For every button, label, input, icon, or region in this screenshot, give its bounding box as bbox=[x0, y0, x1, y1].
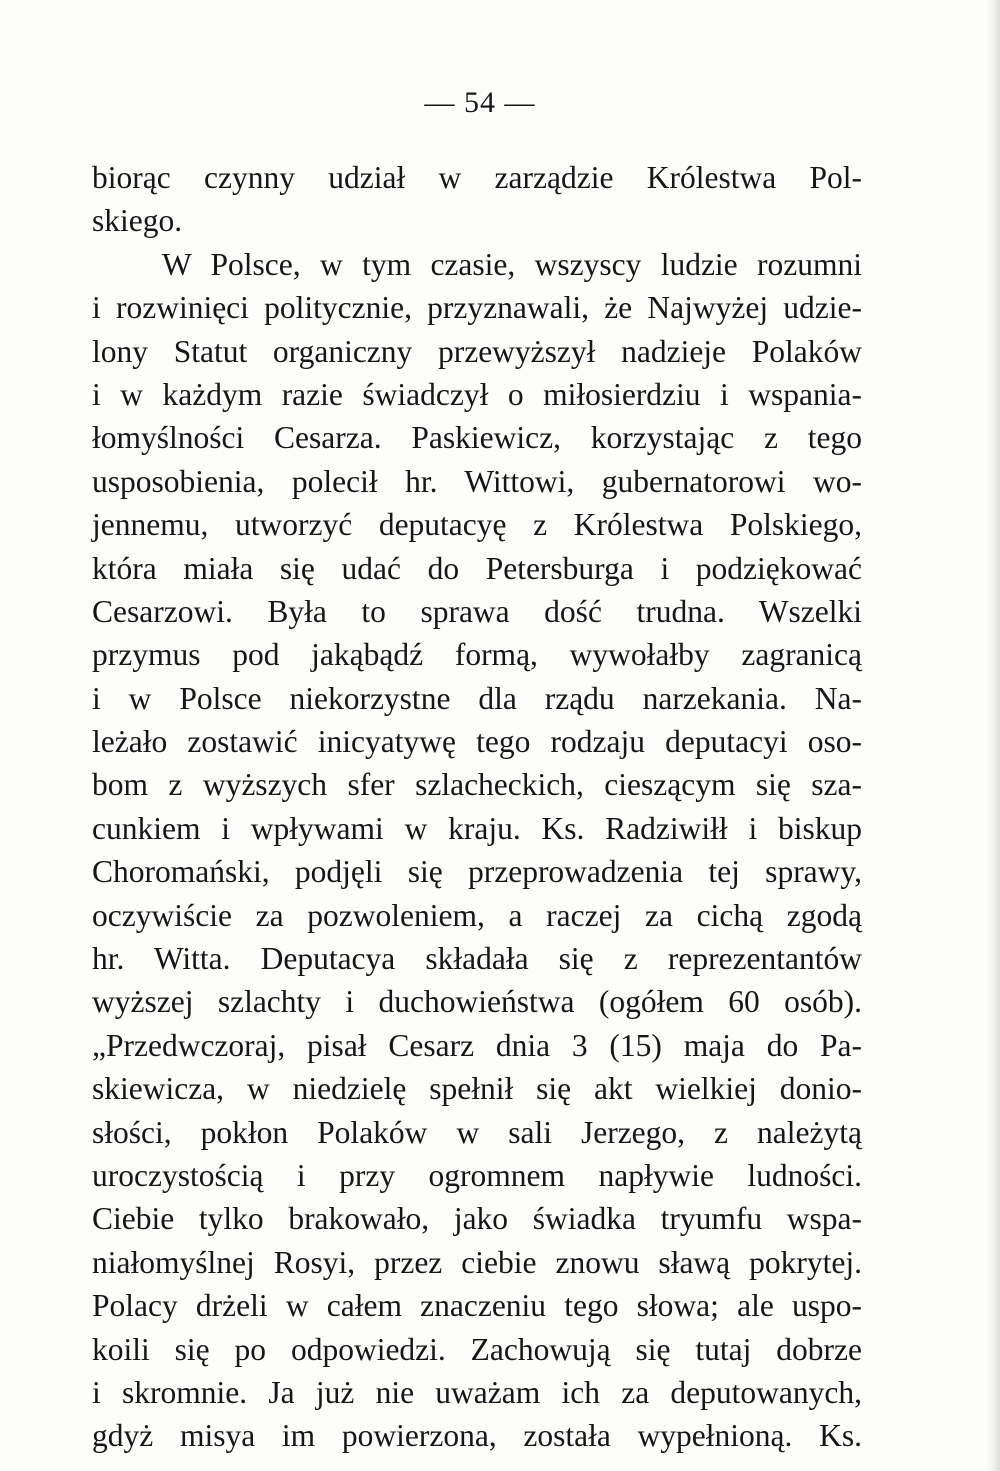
text-line: W Polsce, w tym czasie, wszyscy ludzie rozumni bbox=[162, 246, 862, 282]
text-line: Choromański, podjęli się przeprowadzenia tej sprawy, bbox=[92, 854, 862, 890]
text-line: niałomyślnej Rosyi, przez ciebie znowu sławą pokrytej. bbox=[92, 1244, 862, 1280]
text-line: Cesarzowi. Była to sprawa dość trudna. Wszelki bbox=[92, 593, 862, 629]
page-edge-shadow bbox=[986, 0, 1000, 1471]
text-line: jennemu, utworzyć deputacyę z Królestwa Polskiego, bbox=[92, 507, 862, 543]
text-line: przymus pod jakąbądź formą, wywołałby zagranicą bbox=[92, 637, 862, 673]
text-line: wyższej szlachty i duchowieństwa (ogółem 60 osób). bbox=[92, 984, 862, 1020]
text-line: i rozwinięci politycznie, przyznawali, że Najwyżej udzie- bbox=[92, 290, 862, 326]
text-line: skiego. bbox=[92, 203, 183, 239]
text-line: bom z wyższych sfer szlacheckich, cieszącym się sza- bbox=[92, 767, 862, 803]
body-text bbox=[92, 156, 862, 1458]
text-line: biorąc czynny udział w zarządzie Królestwa Pol- bbox=[92, 160, 862, 195]
text-line: leżało zostawić inicyatywę tego rodzaju deputacyi oso- bbox=[92, 724, 862, 760]
text-line: lony Statut organiczny przewyższył nadzieje Polaków bbox=[92, 333, 862, 369]
text-line: Polacy drżeli w całem znaczeniu tego słowa; ale uspo- bbox=[92, 1288, 862, 1324]
text-line: „Przedwczoraj, pisał Cesarz dnia 3 (15) maja do Pa- bbox=[92, 1027, 862, 1063]
text-line: gdyż misya im powierzona, została wypełnioną. Ks. bbox=[92, 1418, 862, 1454]
text-line: skiewicza, w niedzielę spełnił się akt wielkiej donio- bbox=[92, 1071, 862, 1107]
text-line: cunkiem i wpływami w kraju. Ks. Radziwiłł i biskup bbox=[92, 810, 862, 846]
text-line: uroczystością i przy ogromnem napływie ludności. bbox=[92, 1157, 862, 1193]
text-line: Ciebie tylko brakowało, jako świadka tryumfu wspa- bbox=[92, 1201, 862, 1237]
text-line: koili się po odpowiedzi. Zachowują się tutaj dobrze bbox=[92, 1331, 862, 1367]
text-line: usposobienia, polecił hr. Wittowi, gubernatorowi wo- bbox=[92, 463, 862, 499]
text-line: która miała się udać do Petersburga i podziękować bbox=[92, 550, 862, 586]
text-line: łomyślności Cesarza. Paskiewicz, korzystając z tego bbox=[92, 420, 862, 456]
text-line: słości, pokłon Polaków w sali Jerzego, z należytą bbox=[92, 1114, 862, 1150]
text-line: i w każdym razie świadczył o miłosierdziu i wspania- bbox=[92, 376, 862, 412]
text-line: hr. Witta. Deputacya składała się z reprezentantów bbox=[92, 941, 862, 977]
page-number: — 54 — bbox=[424, 86, 536, 119]
text-line: i skromnie. Ja już nie uważam ich za deputowanych, bbox=[92, 1374, 862, 1410]
text-line: oczywiście za pozwoleniem, a raczej za cichą zgodą bbox=[92, 897, 862, 933]
text-line: i w Polsce niekorzystne dla rządu narzekania. Na- bbox=[92, 680, 862, 716]
